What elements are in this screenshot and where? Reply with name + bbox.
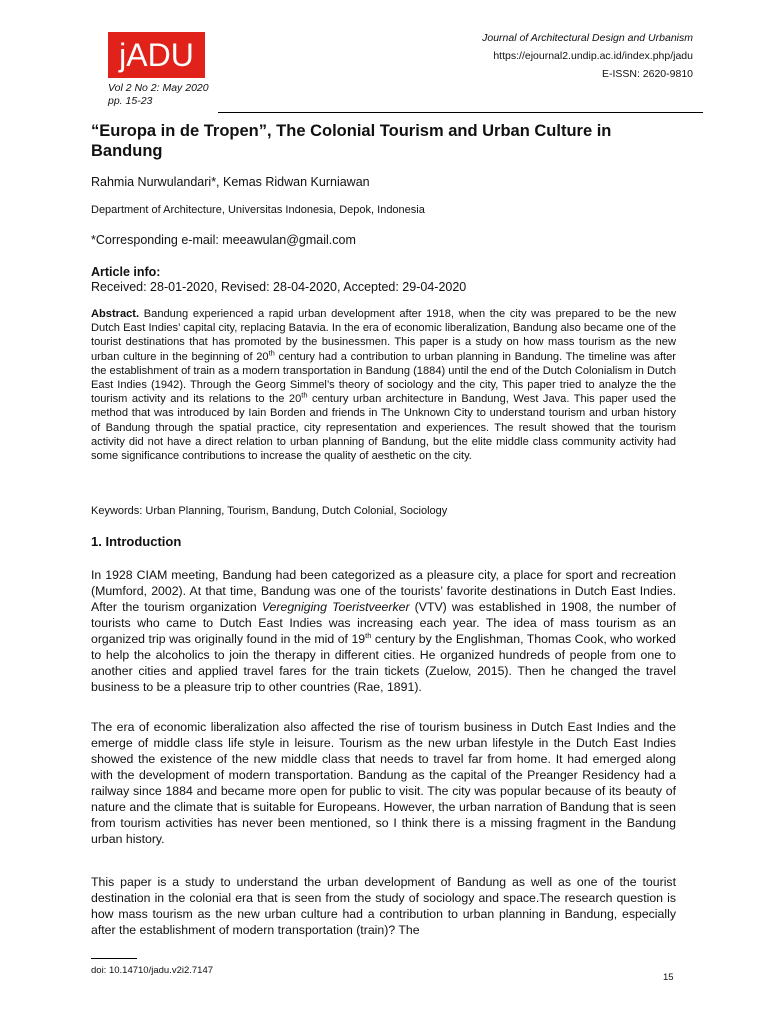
journal-name: Journal of Architectural Design and Urbanism xyxy=(482,32,693,44)
authors: Rahmia Nurwulandari*, Kemas Ridwan Kurniawan xyxy=(91,175,370,189)
journal-url[interactable]: https://ejournal2.undip.ac.id/index.php/jadu xyxy=(493,50,693,62)
journal-logo: jADU xyxy=(108,32,205,78)
abstract-text-3: century urban architecture in Bandung, West Java. This paper used the method that was introduced by Iain Borden and friends in The Unknown City to understand tourism and urban history of Bandung through the spatial practice, city representation and experiences. The result showed that the tourism activity did not have a direct relation to urban planning of Bandung, but the elite middle class community activity had some significance contributions to increase the quality of aesthetic on the city. xyxy=(91,393,676,463)
volume-info xyxy=(108,82,209,108)
section-heading: 1. Introduction xyxy=(91,534,182,549)
intro-paragraph-2: The era of economic liberalization also affected the rise of tourism business in Dutch East Indies and the emerge of middle class life style in leisure. Tourism as the new urban lifestyle in the Dutch East Indies showed the existence of the new middle class that needs to travel far from home. It had emerged along with the development of modern transportation. Bandung as the capital of the Preanger Residency had a railway since 1884 and became more open for public to visit. The city was popular because of its beauty of nature and the climate that is suitable for Europeans. However, the urban narration of Bandung that is seen from tourism activities has never been mentioned, so I think there is a missing fragment in the Bandung urban history. xyxy=(91,720,676,846)
abstract-text-1: Bandung experienced a rapid urban development after 1918, when the city was prepared to be the new Dutch East Indies’ capital city, replacing Batavia. In the era of economic liberalization, Bandung also became one of the tourist destinations that has promoted by the businessmen. This paper is a study on how mass tourism as the new urban culture in the beginning of 20 xyxy=(91,308,676,363)
header-rule xyxy=(218,112,703,113)
p1-text-c: century by the Englishman, Thomas Cook, who worked to help the alcoholics to join the therapy in different cities. He organized hundreds of people from one to another cities and applied travel fares for the train tickets (Zuelow, 2015). Then he changed the travel business to be a pleasure trip to other countries (Rae, 1891). xyxy=(91,632,676,694)
pages-line: pp. 15-23 xyxy=(108,95,153,107)
keywords: Keywords: Urban Planning, Tourism, Bandung, Dutch Colonial, Sociology xyxy=(91,505,448,517)
affiliation: Department of Architecture, Universitas Indonesia, Depok, Indonesia xyxy=(91,204,425,216)
volume-line: Vol 2 No 2: May 2020 xyxy=(108,82,209,94)
article-dates: Received: 28-01-2020, Revised: 28-04-2020, Accepted: 29-04-2020 xyxy=(91,280,467,294)
footnote-rule xyxy=(91,958,137,959)
doi: doi: 10.14710/jadu.v2i2.7147 xyxy=(91,965,214,976)
article-title xyxy=(91,121,691,161)
p1-text-b: (VTV) was established in 1908, the number of tourists who came to Dutch East Indies was increasing each year. The idea of mass tourism as an organized trip was originally found in the mid of 19 xyxy=(91,600,676,646)
title-line-2: Bandung xyxy=(91,142,163,160)
abstract-text-2: century had a contribution to urban planning in Bandung. The timeline was after the establishment of train as a modern transportation in Bandung (1884) until the end of the Dutch Colonialism in Dutch East Indies (1942). Through the Georg Simmel’s theory of sociology and the city, This paper tried to analyze the the tourism activity and its relations to the 20 xyxy=(91,350,676,406)
intro-paragraph-1 xyxy=(91,567,676,695)
journal-issn: E-ISSN: 2620-9810 xyxy=(601,68,693,80)
corresponding-email: *Corresponding e-mail: meeawulan@gmail.com xyxy=(91,233,356,247)
abstract-sup-1: th xyxy=(268,347,275,357)
p1-text-a: In 1928 CIAM meeting, Bandung had been categorized as a pleasure city, a place for sport and recreation (Mumford, 2002). At that time, Bandung was one of the tourists’ favorite destinations in Dutch East Indies. After the tourism organization xyxy=(91,568,676,614)
p1-sup: th xyxy=(365,630,372,640)
abstract-sup-2: th xyxy=(301,390,308,400)
article-info-heading: Article info: xyxy=(91,265,161,279)
journal-header xyxy=(482,29,693,83)
p1-italic: Veregniging Toeristveerker xyxy=(261,600,410,614)
abstract xyxy=(91,307,676,463)
abstract-label: Abstract. xyxy=(91,308,140,320)
title-line-1: “Europa in de Tropen”, The Colonial Tourism and Urban Culture in xyxy=(91,122,612,140)
page-number: 15 xyxy=(663,972,674,983)
intro-paragraph-3: This paper is a study to understand the urban development of Bandung as well as one of the tourist destination in the colonial era that is seen from the study of sociology and space.The research question is how mass tourism as the new urban culture had a contribution to urban planning in Bandung, especially after the establishment of modern transportation (train)? The xyxy=(91,875,676,937)
